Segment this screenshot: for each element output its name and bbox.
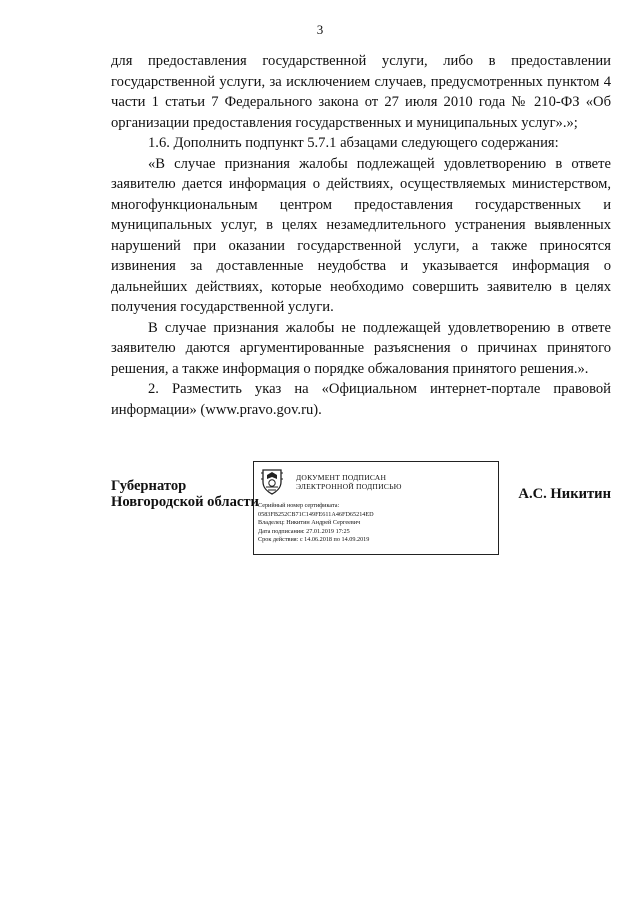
electronic-signature-stamp xyxy=(253,461,499,555)
stamp-signed-date: Дата подписания: 27.01.2019 17:25 xyxy=(258,527,350,535)
paragraph-quote-satisfied: «В случае признания жалобы подлежащей удовлетворению в ответе заявителю дается информация о действиях, осуществляемых министерством, многофункциональным центром предоставления государственных и муниципальных услуг, в целях незамедлительного устранения выявленных нарушений при оказании государственной услуги, а также приносятся извинения за доставленные неудобства и указывается информация о дальнейших действиях, которые необходимо совершить заявителю в целях получения государственной услуги. xyxy=(111,155,611,315)
signatory-name: А.С. Никитин xyxy=(518,486,611,502)
paragraph-item-2: 2. Разместить указ на «Официальном интернет-портале правовой информации» (www.pravo.gov.ru). xyxy=(111,381,611,418)
stamp-serial-label: Серийный номер сертификата: xyxy=(258,502,340,509)
stamp-heading-line2: ЭЛЕКТРОННОЙ ПОДПИСЬЮ xyxy=(296,482,402,491)
page-number: 3 xyxy=(316,22,324,37)
stamp-details xyxy=(258,502,374,545)
paragraph-quote-not-satisfied: В случае признания жалобы не подлежащей удовлетворению в ответе заявителю даются аргументированные разъяснения о причинах принятого решения, а также информация о порядке обжалования принятого решения.». xyxy=(111,319,611,377)
document-body xyxy=(111,51,611,420)
signatory-position-line2: Новгородской области xyxy=(111,494,259,510)
stamp-owner: Владелец: Никитин Андрей Сергеевич xyxy=(258,519,361,527)
stamp-validity: Срок действия: с 14.06.2018 по 14.09.2019 xyxy=(258,536,370,544)
coat-of-arms-icon xyxy=(260,467,284,495)
stamp-heading xyxy=(296,473,402,491)
paragraph-item-1-6: 1.6. Дополнить подпункт 5.7.1 абзацами следующего содержания: xyxy=(148,135,559,151)
stamp-serial-value: 0583FB252CB71C149FE611A46FD65214ED xyxy=(258,510,374,518)
stamp-heading-line1: ДОКУМЕНТ ПОДПИСАН xyxy=(296,473,387,482)
signatory-position-line1: Губернатор xyxy=(111,478,187,494)
paragraph-continuation: для предоставления государственной услуги, либо в предоставлении государственной услуги, за исключением случаев, предусмотренных пунктом 4 части 1 статьи 7 Федерального закона от 27 июля 2010 года № 210-ФЗ «Об организации предоставления государственных и муниципальных услуг».»; xyxy=(111,53,611,131)
signatory-position xyxy=(111,478,259,510)
